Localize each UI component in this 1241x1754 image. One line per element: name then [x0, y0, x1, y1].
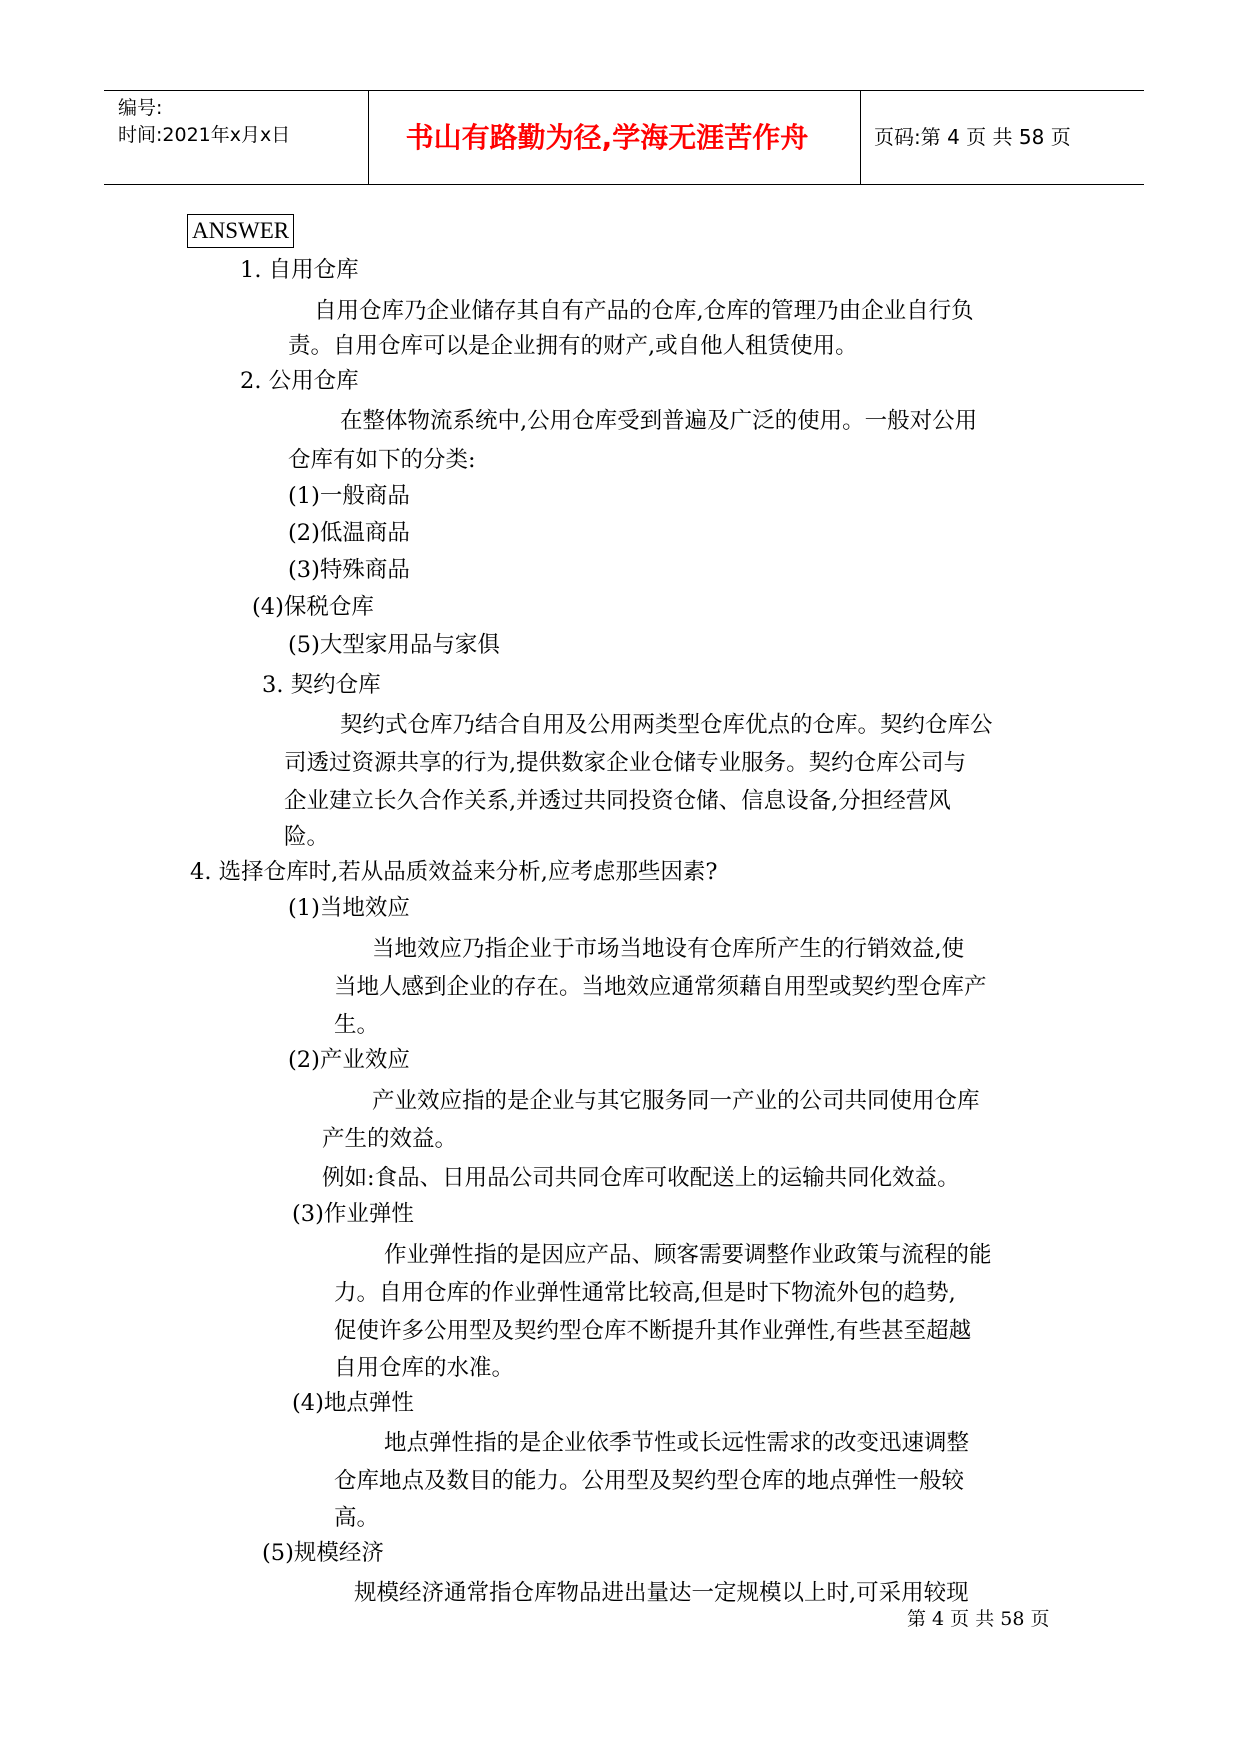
body-line: 例如:食品、日用品公司共同仓库可收配送上的运输共同化效益。 — [322, 1165, 960, 1191]
body-line: 险。 — [284, 824, 330, 850]
body-line: 当地人感到企业的存在。当地效应通常须藉自用型或契约型仓库产 — [334, 974, 987, 1000]
header-page-label: 页码:第 4 页 共 58 页 — [874, 125, 1071, 149]
body-line: 在整体物流系统中,公用仓库受到普遍及广泛的使用。一般对公用 — [340, 408, 978, 434]
number-label: 编号: — [118, 97, 163, 119]
body-line: 产业效应指的是企业与其它服务同一产业的公司共同使用仓库 — [372, 1088, 980, 1114]
body-line: 自用仓库乃企业储存其自有产品的仓库,仓库的管理乃由企业自行负 — [314, 298, 974, 324]
body-line: (2)产业效应 — [288, 1047, 410, 1073]
time-label: 时间:2021年x月x日 — [118, 124, 291, 146]
body-line: 3. 契约仓库 — [262, 672, 381, 698]
body-line: (5)大型家用品与家俱 — [288, 632, 500, 658]
body-line: 自用仓库的水准。 — [334, 1355, 515, 1381]
body-line: 规模经济通常指仓库物品进出量达一定规模以上时,可采用较现 — [354, 1580, 969, 1606]
page-header — [104, 90, 1144, 185]
body-line: 生。 — [334, 1012, 380, 1038]
page-footer: 第 4 页 共 58 页 — [907, 1608, 1050, 1630]
body-line: 仓库有如下的分类: — [288, 447, 476, 473]
body-line: 4. 选择仓库时,若从品质效益来分析,应考虑那些因素? — [190, 859, 718, 885]
body-line: 2. 公用仓库 — [240, 368, 359, 394]
body-line: (1)当地效应 — [288, 895, 410, 921]
body-line: 作业弹性指的是因应产品、顾客需要调整作业政策与流程的能 — [384, 1242, 992, 1268]
body-line: 司透过资源共享的行为,提供数家企业仓储专业服务。契约仓库公司与 — [284, 750, 967, 776]
body-line: 企业建立长久合作关系,并透过共同投资仓储、信息设备,分担经营风 — [284, 788, 951, 814]
header-motto: 书山有路勤为径,学海无涯苦作舟 — [405, 121, 809, 154]
body-line: 产生的效益。 — [322, 1126, 458, 1152]
body-line: 高。 — [334, 1505, 380, 1531]
body-line: 力。自用仓库的作业弹性通常比较高,但是时下物流外包的趋势, — [334, 1280, 956, 1306]
body-line: 契约式仓库乃结合自用及公用两类型仓库优点的仓库。契约仓库公 — [340, 712, 993, 738]
body-line: (4)地点弹性 — [292, 1390, 414, 1416]
body-line: 地点弹性指的是企业依季节性或长远性需求的改变迅速调整 — [384, 1430, 970, 1456]
body-line: 1. 自用仓库 — [240, 257, 359, 283]
body-line: (2)低温商品 — [288, 520, 410, 546]
header-divider-right — [860, 91, 861, 184]
answer-label: ANSWER — [187, 214, 294, 248]
body-line: (5)规模经济 — [262, 1540, 384, 1566]
body-line: 促使许多公用型及契约型仓库不断提升其作业弹性,有些甚至超越 — [334, 1318, 972, 1344]
header-meta — [118, 95, 290, 149]
body-line: 责。自用仓库可以是企业拥有的财产,或自他人租赁使用。 — [288, 333, 858, 359]
body-line: (4)保税仓库 — [252, 594, 374, 620]
body-line: 当地效应乃指企业于市场当地设有仓库所产生的行销效益,使 — [372, 936, 965, 962]
body-line: (3)作业弹性 — [292, 1201, 414, 1227]
body-line: 仓库地点及数目的能力。公用型及契约型仓库的地点弹性一般较 — [334, 1468, 965, 1494]
body-line: (3)特殊商品 — [288, 557, 410, 583]
body-line: (1)一般商品 — [288, 483, 410, 509]
